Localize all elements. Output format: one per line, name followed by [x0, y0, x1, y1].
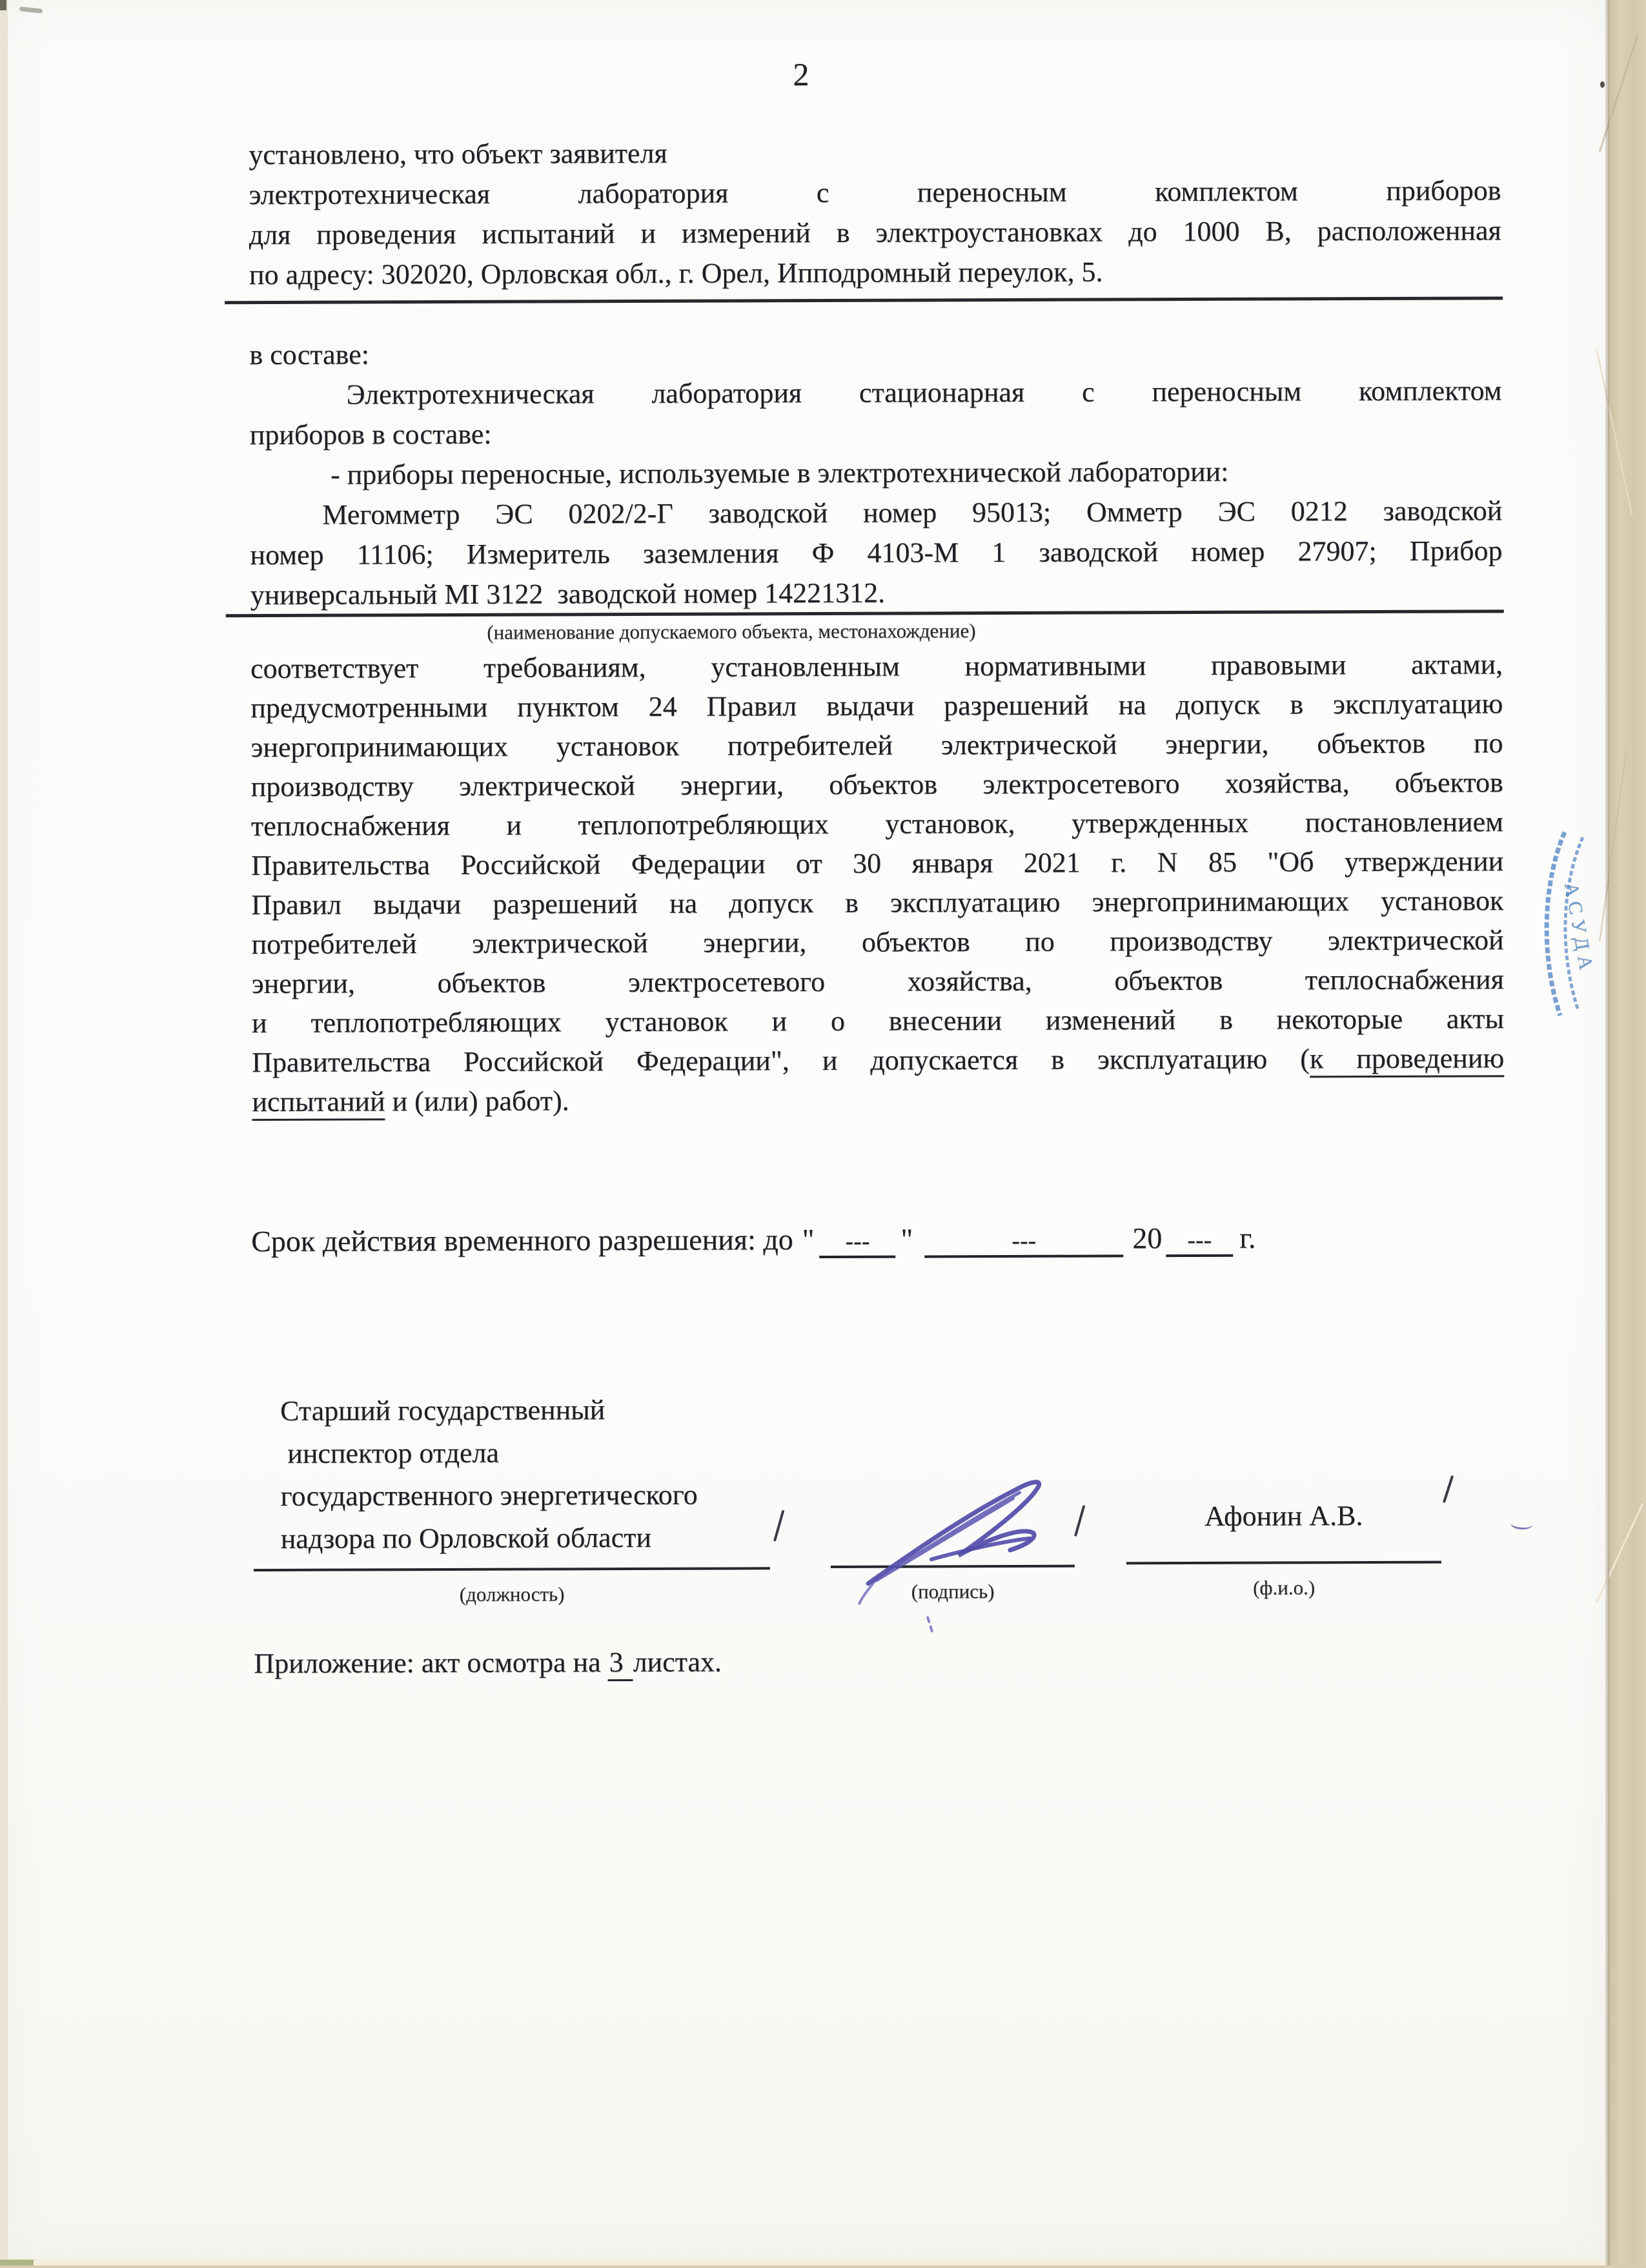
ink-squiggle-mark — [1510, 1517, 1534, 1531]
signature-caption: (подпись) — [911, 1580, 995, 1603]
compliance-line: теплоснабжения и теплопотребляющих установок, утвержденных постановлением — [250, 806, 1504, 843]
officer-name: Афонин А.В. — [1204, 1500, 1363, 1532]
compliance-paragraph — [250, 644, 1505, 1121]
day-blank: --- — [819, 1223, 895, 1258]
composition-intro: в составе: — [249, 338, 369, 371]
ink-slash-mark — [1443, 1475, 1454, 1503]
compliance-line: Правительства Российской Федерации от 30 января 2021 г. N 85 "Об утверждении — [251, 845, 1504, 882]
compliance-line: энергии, объектов электросетевого хозяйства, объектов теплоснабжения — [251, 963, 1504, 1000]
validity-period-line — [251, 1220, 1381, 1260]
compliance-line: производству электрической энергии, объектов электросетевого хозяйства, объектов — [250, 766, 1503, 803]
object-line: для проведения испытаний и измерений в электроустановках до 1000 В, расположенная — [249, 214, 1501, 251]
compliance-line — [252, 1038, 1504, 1082]
composition-line: Электротехническая лаборатория стационарная с переносным комплектом — [346, 374, 1502, 411]
year-blank: --- — [1166, 1222, 1233, 1257]
compliance-line: Правил выдачи разрешений на допуск в эксплуатацию энергопринимающих установок — [251, 884, 1504, 921]
object-line: электротехническая лаборатория с переносным комплектом приборов — [249, 174, 1501, 211]
position-line: инспектор отдела — [280, 1436, 500, 1469]
attachment-text: Приложение: акт осмотра на — [254, 1646, 608, 1680]
name-underline — [1126, 1561, 1441, 1565]
close-quote: " — [900, 1222, 913, 1256]
object-description-block — [249, 130, 1501, 295]
compliance-line: предусмотренными пунктом 24 Правил выдачи разрешений на допуск в эксплуатацию — [250, 688, 1503, 724]
compliance-line-text: Правительства Российской Федерации", и допускается в эксплуатацию ( — [252, 1043, 1310, 1079]
position-underline — [254, 1567, 770, 1571]
position-line: государственного энергетического — [280, 1478, 698, 1512]
stamp-partial-text: АСУДА — [1560, 881, 1598, 977]
attachment-text: листах. — [633, 1646, 722, 1679]
compliance-line: соответствует требованиям, установленным нормативными правовыми актами, — [250, 648, 1503, 685]
form-field-rule — [225, 296, 1503, 304]
position-line: надзора по Орловской области — [280, 1521, 652, 1555]
compliance-line: потребителей электрической энергии, объектов по производству электрической — [251, 924, 1504, 961]
position-caption: (должность) — [459, 1582, 565, 1606]
composition-block — [249, 331, 1503, 615]
compliance-line: энергопринимающих установок потребителей электрической энергии, объектов по — [250, 727, 1503, 764]
field-caption-object-location: (наименование допускаемого объекта, местонахождение) — [487, 619, 976, 644]
underlined-phrase: испытаний — [252, 1085, 385, 1121]
partial-round-stamp — [1500, 827, 1607, 1021]
validity-label: Срок действия временного разрешения: до — [251, 1223, 793, 1258]
page-number: 2 — [793, 56, 809, 93]
month-blank: --- — [924, 1222, 1123, 1258]
composition-line: приборов в составе: — [249, 418, 492, 451]
compliance-line: и теплопотребляющих установок и о внесении изменений в некоторые акты — [251, 1003, 1505, 1039]
attachment-sheet-count: 3 — [608, 1646, 633, 1681]
compliance-line-text: и (или) работ). — [385, 1085, 569, 1118]
instruments-line: номер 11106; Измеритель заземления Ф 4103-М 1 заводской номер 27907; Прибор — [250, 535, 1503, 571]
position-line: Старший государственный — [280, 1394, 605, 1427]
compliance-line — [252, 1078, 1504, 1121]
ink-slash-mark — [1074, 1505, 1085, 1537]
composition-line: - приборы переносные, используемые в электротехнической лаборатории: — [330, 455, 1229, 491]
year-suffix: г. — [1239, 1221, 1256, 1254]
handwritten-signature — [855, 1476, 1055, 1645]
name-caption: (ф.и.о.) — [1252, 1576, 1316, 1599]
underlined-phrase: к проведению — [1310, 1042, 1504, 1078]
attachment-line — [254, 1646, 722, 1681]
year-prefix: 20 — [1132, 1221, 1163, 1255]
officer-position-block — [280, 1388, 797, 1560]
instruments-line: универсальный MI 3122 заводской номер 14221312. — [250, 577, 886, 611]
instruments-line: Мегомметр ЭС 0202/2-Г заводской номер 95013; Омметр ЭС 0212 заводской — [322, 495, 1503, 531]
object-line: установлено, что объект заявителя — [249, 137, 667, 171]
open-quote: " — [802, 1223, 815, 1256]
object-address-line: по адресу: 302020, Орловская обл., г. Орел, Ипподромный переулок, 5. — [249, 256, 1103, 291]
